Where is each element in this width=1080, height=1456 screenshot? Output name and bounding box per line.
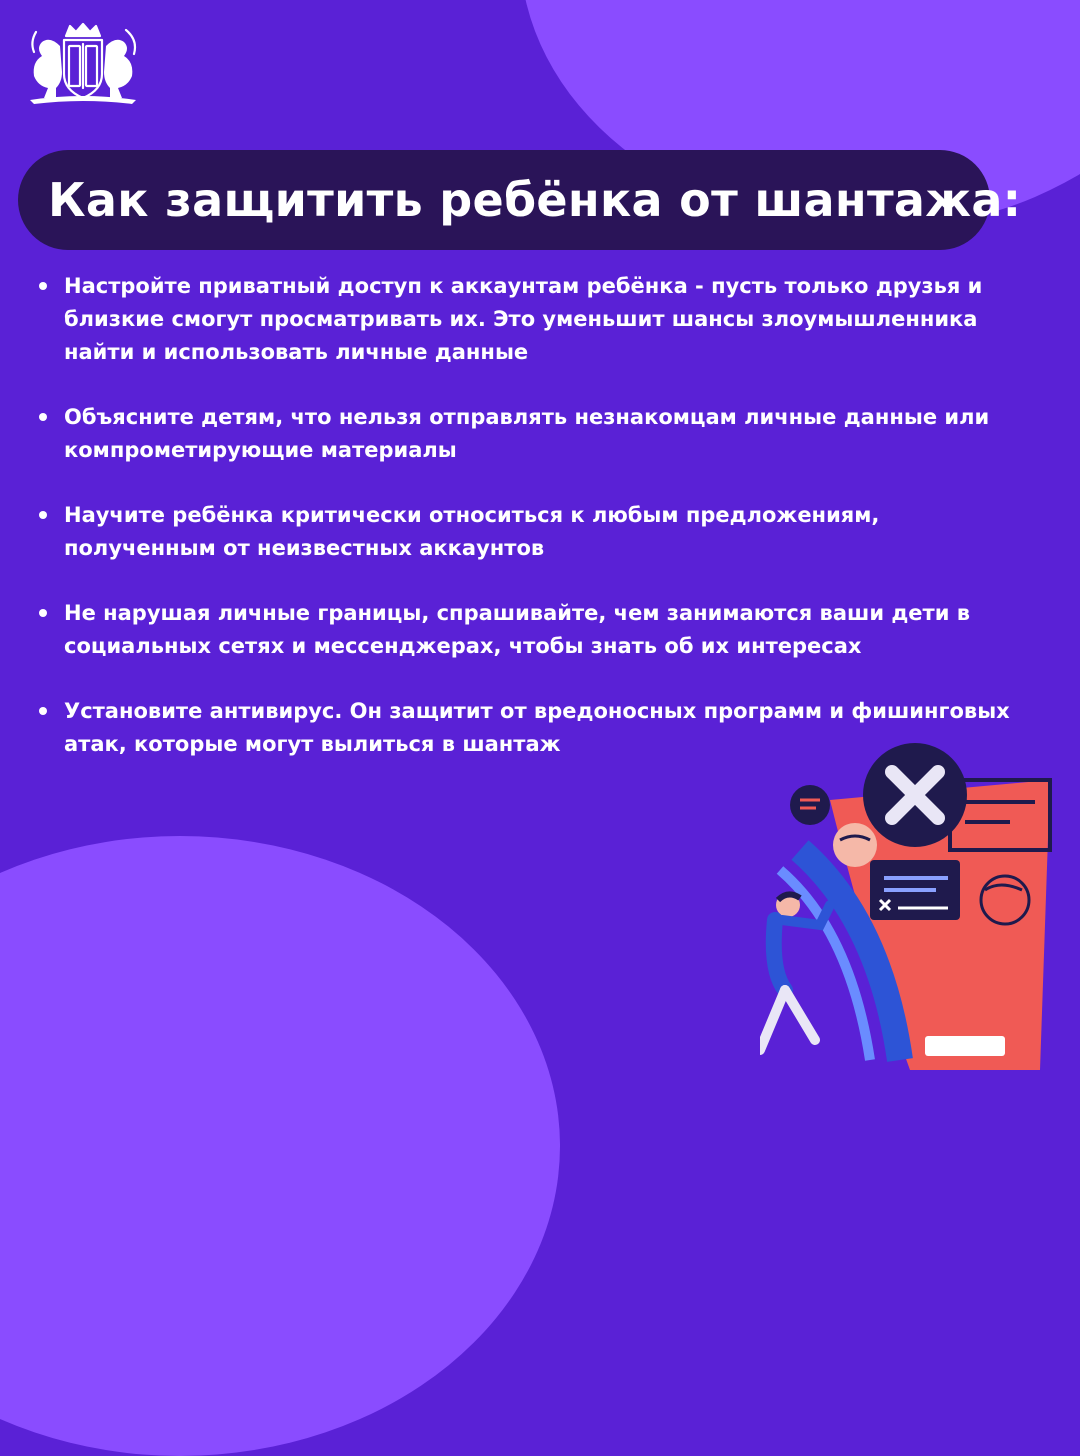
- list-item: Настройте приватный доступ к аккаунтам ребёнка - пусть только друзья и близкие смогут просматривать их. Это уменьшит шансы злоумышленника найти и использовать личные данные: [38, 270, 1038, 369]
- coat-of-arms-icon: [22, 22, 144, 106]
- list-item: Установите антивирус. Он защитит от вредоносных программ и фишинговых атак, которые могут вылиться в шантаж: [38, 695, 1038, 761]
- list-item: Не нарушая личные границы, спрашивайте, чем занимаются ваши дети в социальных сетях и мессенджерах, чтобы знать об их интересах: [38, 597, 1038, 663]
- tips-list: [38, 270, 1038, 793]
- list-item: Объясните детям, что нельзя отправлять незнакомцам личные данные или компрометирующие материалы: [38, 401, 1038, 467]
- background-blob-bottom-left: [0, 836, 560, 1456]
- blackmail-illustration-icon: [760, 740, 1060, 1070]
- page-title: Как защитить ребёнка от шантажа:: [48, 173, 1022, 227]
- title-banner: [18, 150, 1022, 250]
- list-item: Научите ребёнка критически относиться к любым предложениям, полученным от неизвестных аккаунтов: [38, 499, 1038, 565]
